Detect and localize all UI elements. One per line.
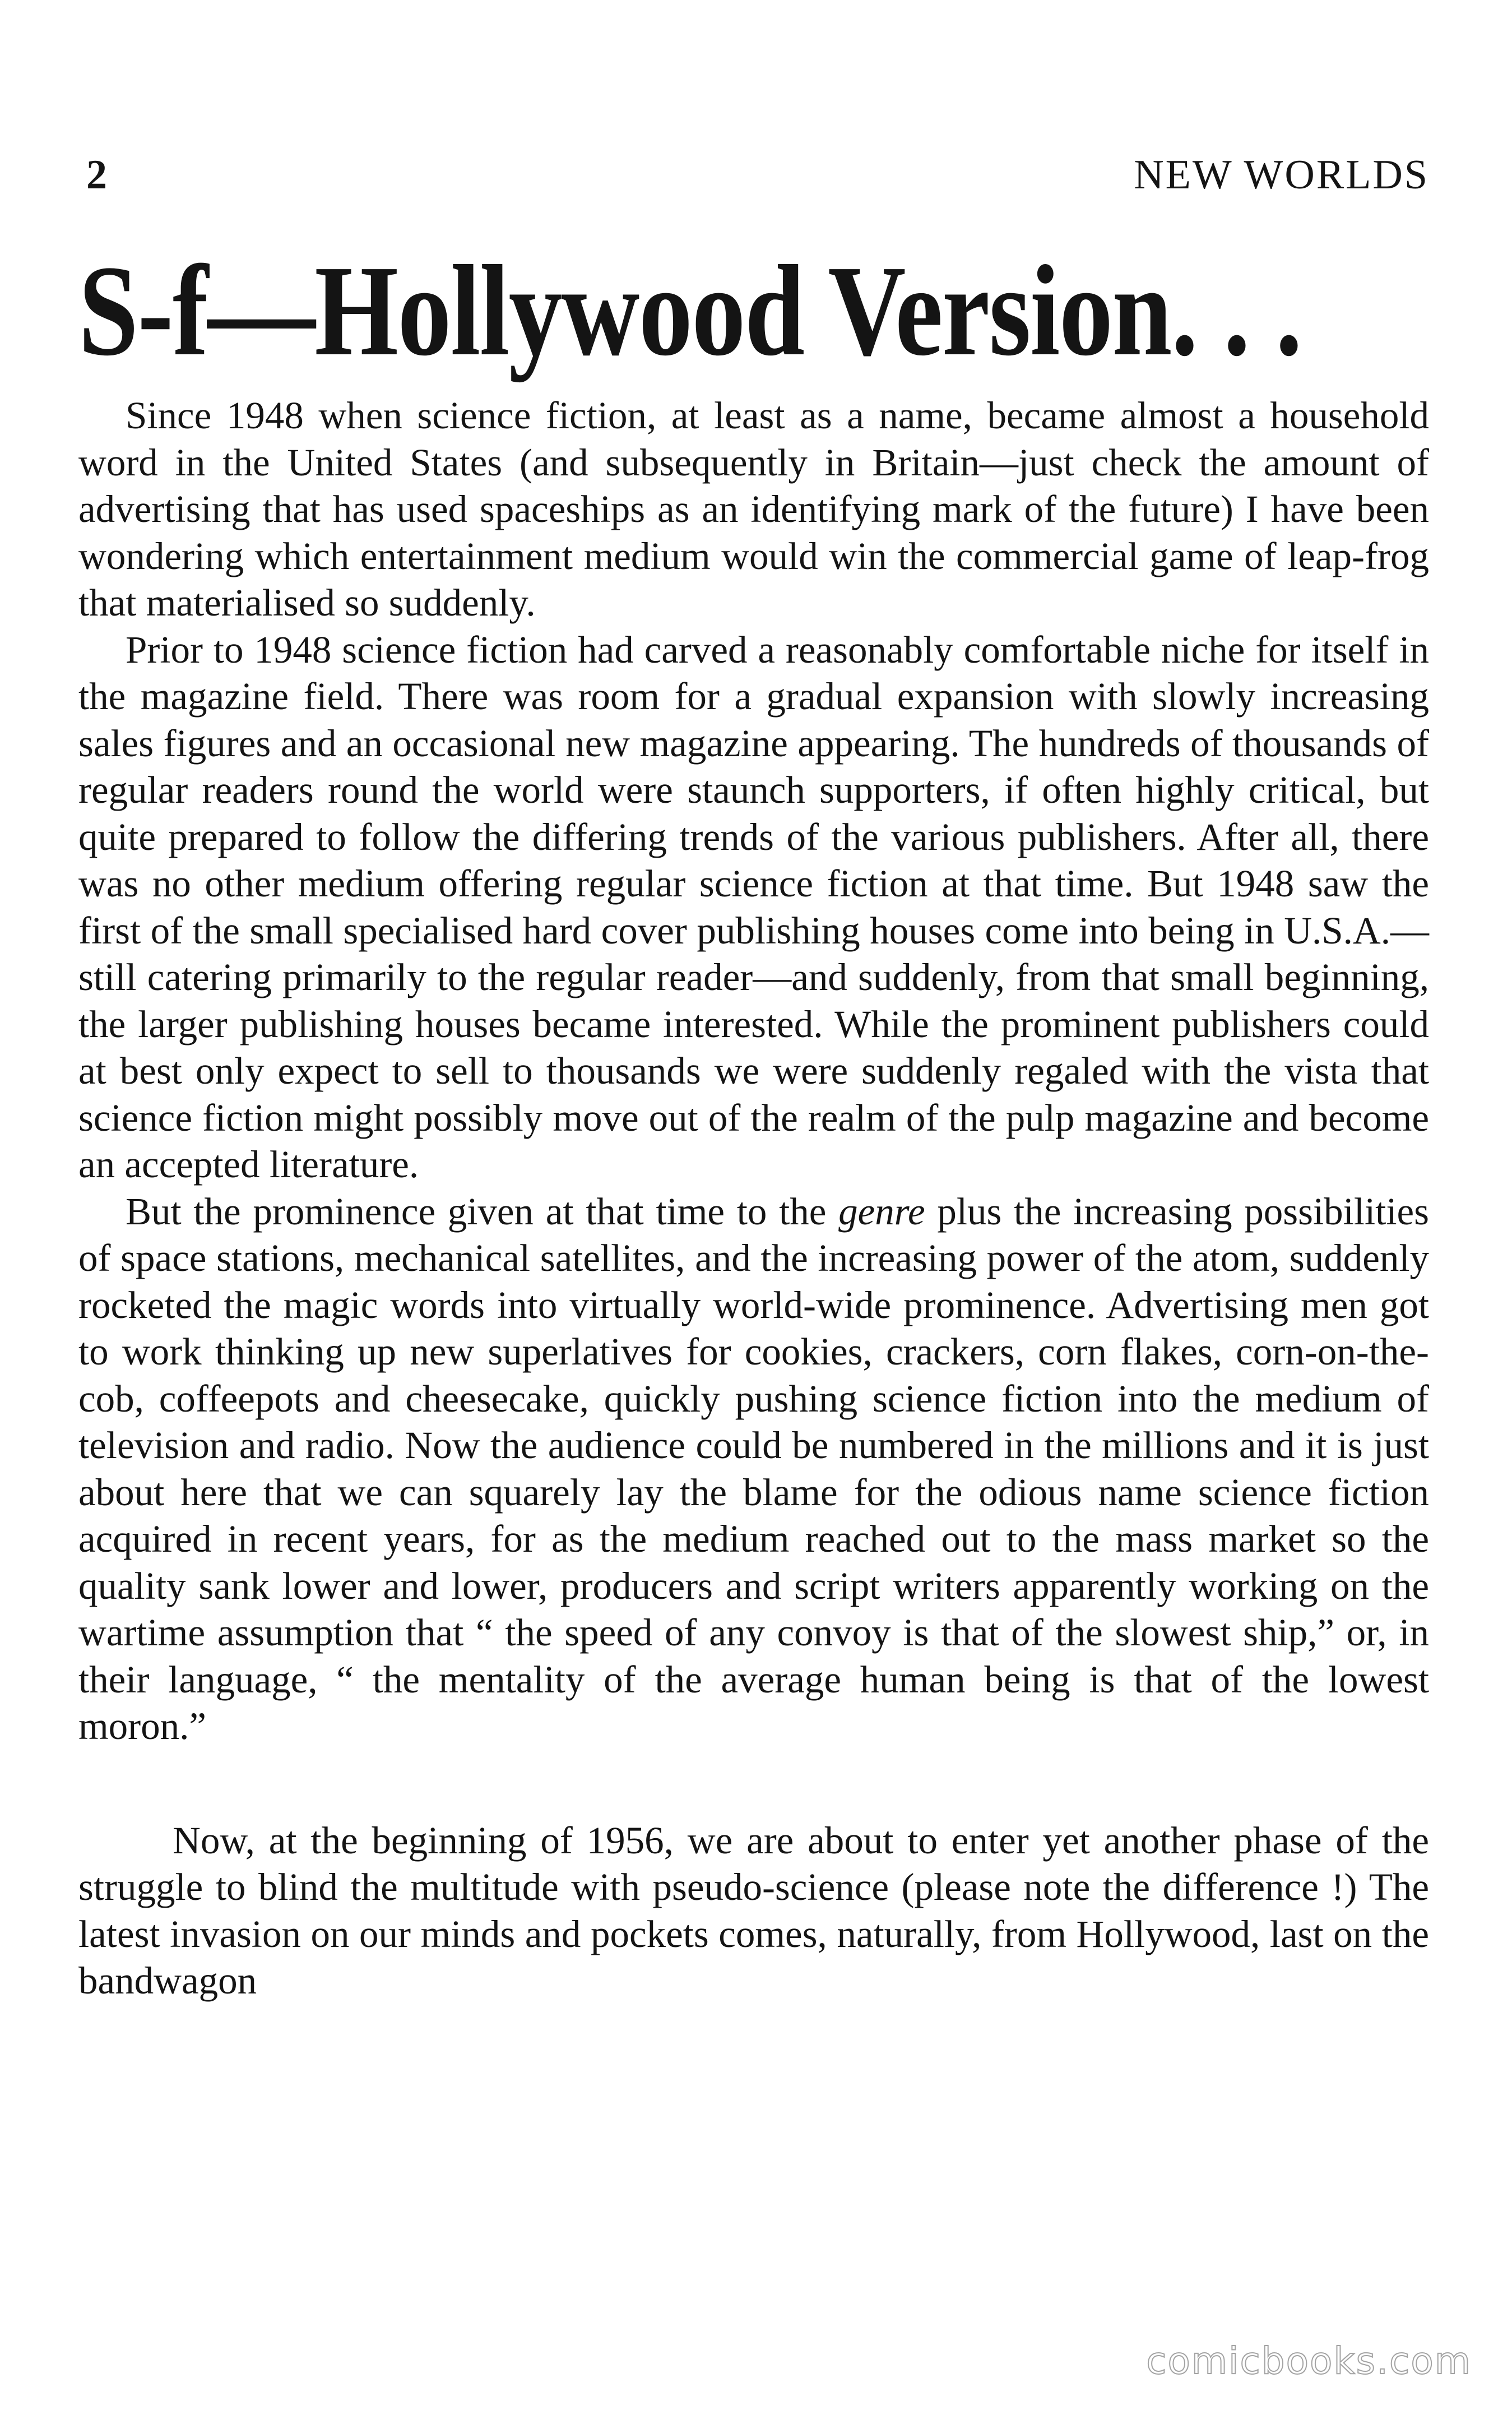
- paragraph-text: plus the increasing possibilities of space stations, mechanical satellites, and the increasing power of the atom, suddenly rocketed the magic words into virtually world-wide prominence. Advertising men got to work thinking up new superlatives for cookies, crackers, corn flakes, corn-on-the-cob, coffeepots and cheesecake, quickly pushing science fiction into the medium of television and radio. Now the audience could be numbered in the millions and it is just about here that we can squarely lay the blame for the odious name science fiction acquired in recent years, for as the medium reached out to the mass market so the quality sank lower and lower, producers and script writers apparently working on the wartime assumption that “ the speed of any convoy is that of the slowest ship,” or, in their language, “ the mentality of the average human being is that of the lowest moron.”: [78, 1190, 1429, 1747]
- paragraph: [78, 1188, 1429, 1750]
- paragraph: Prior to 1948 science fiction had carved a reasonably comfortable niche for itself in the magazine field. There was room for a gradual expansion with slowly increasing sales figures and an occasional new magazine appearing. The hundreds of thousands of regular readers round the world were staunch supporters, if often highly critical, but quite prepared to follow the differing trends of the various publishers. After all, there was no other medium offering regular science fiction at that time. But 1948 saw the first of the small specialised hard cover publishing houses come into being in U.S.A.—still catering primarily to the regular reader—and suddenly, from that small beginning, the larger publishing houses became interested. While the prominent publishers could at best only expect to sell to thousands we were suddenly regaled with the vista that science fiction might possibly move out of the realm of the pulp magazine and become an accepted literature.: [78, 628, 1429, 1186]
- paragraph: Now, at the beginning of 1956, we are about to enter yet another phase of the struggle to blind the multitude with pseudo-science (please note the difference !) The latest invasion on our minds and pockets comes, naturally, from Hollywood, last on the bandwagon: [78, 1819, 1429, 2002]
- page-number: 2: [86, 152, 107, 198]
- paragraph-text: But the prominence given at that time to the: [126, 1190, 839, 1233]
- running-head: NEW WORLDS: [1134, 152, 1429, 198]
- page-header: [78, 147, 1429, 203]
- emphasized-word: genre: [838, 1190, 925, 1233]
- watermark: comicbooks.com: [1146, 2339, 1472, 2383]
- paragraph: Since 1948 when science fiction, at least as a name, became almost a household word in the United States (and subsequently in Britain—just check the amount of advertising that has used spaceships as an identifying mark of the future) I have been wondering which entertainment medium would win the commercial game of leap-frog that materialised so suddenly.: [78, 394, 1429, 624]
- article-body: [78, 392, 1429, 2005]
- article-title: S-f—Hollywood Version. . .: [78, 239, 1302, 383]
